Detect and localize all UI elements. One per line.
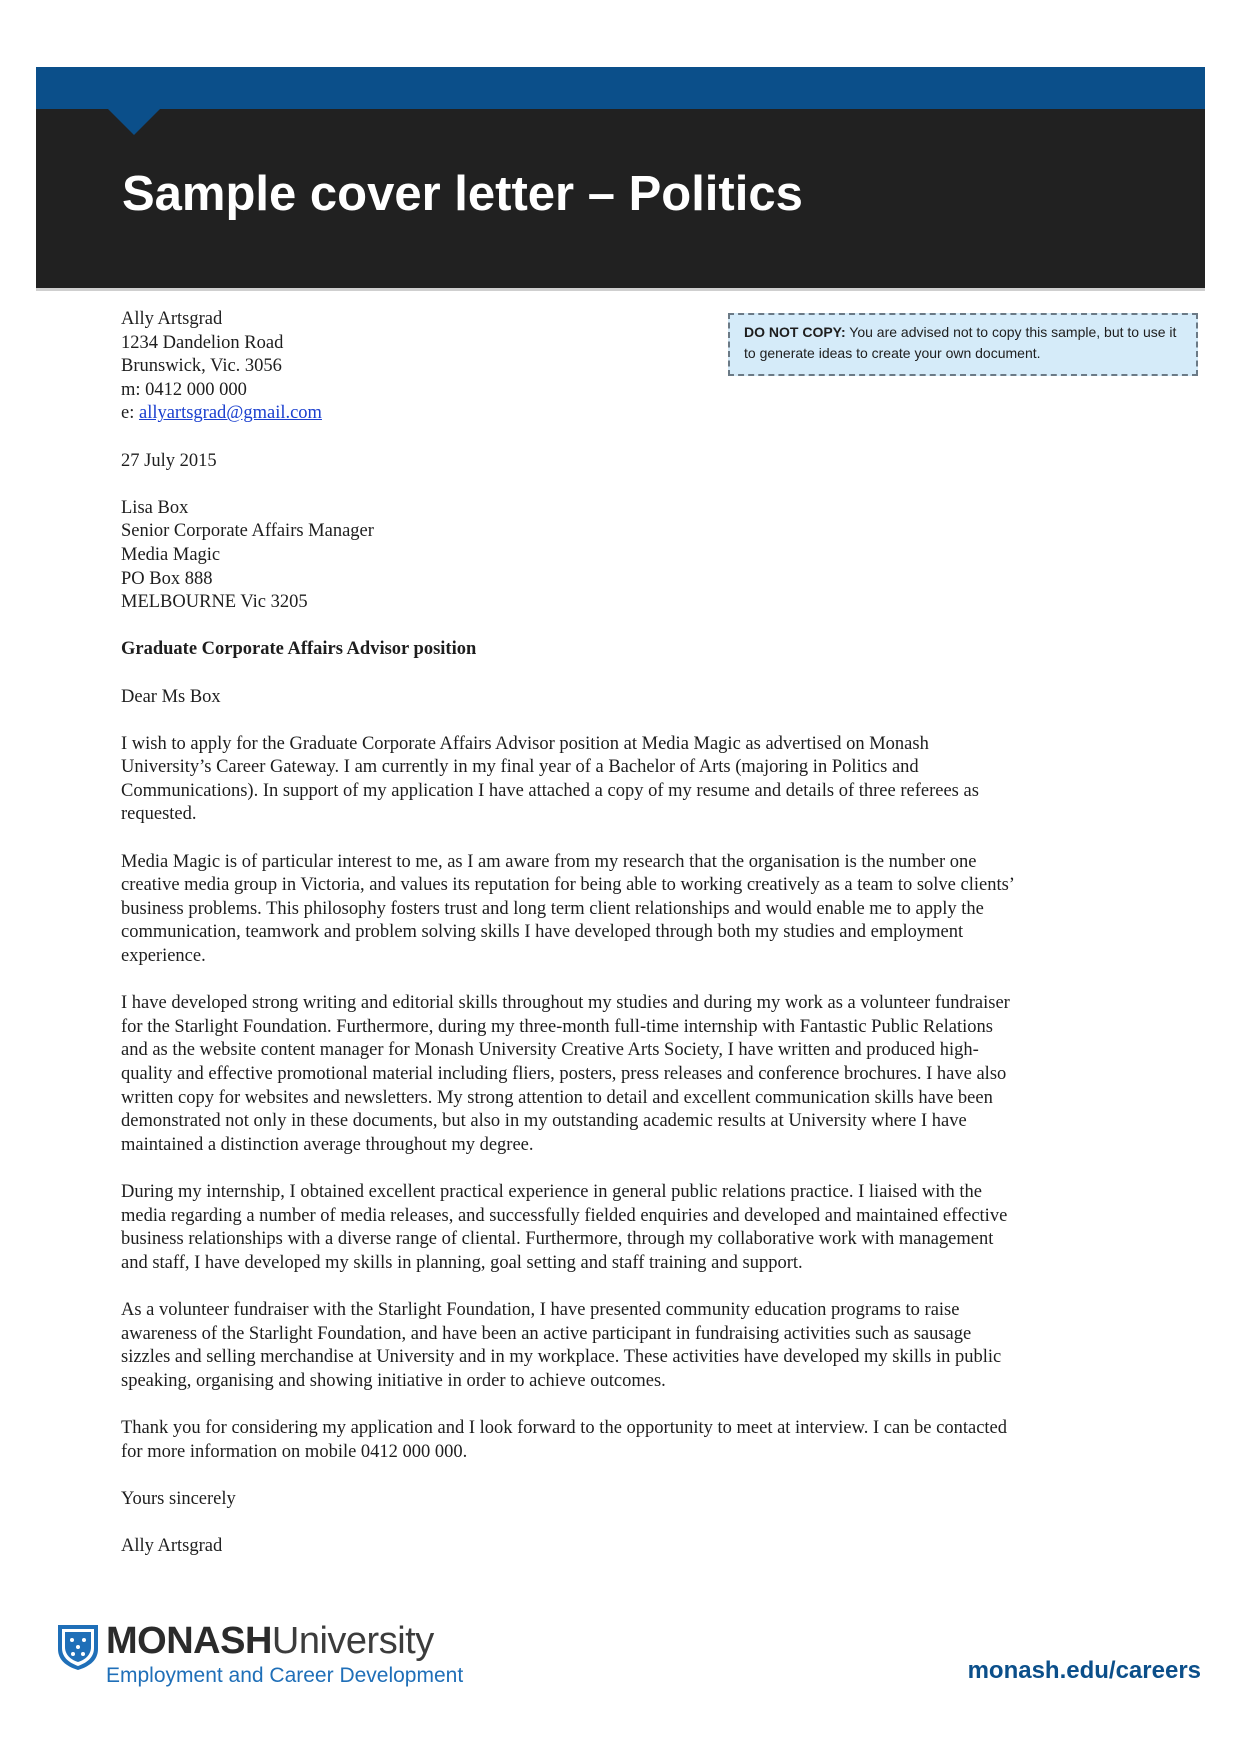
sender-email-link[interactable]: allyartsgrad@gmail.com: [138, 403, 322, 424]
letter-body: [121, 308, 1151, 1582]
letter-paragraphs: [121, 733, 1151, 1464]
footer-subtitle: Employment and Career Development: [106, 1664, 464, 1687]
header-divider: [36, 288, 1205, 291]
letter-paragraph: [121, 733, 1151, 827]
paragraph-line: University’s Career Gateway. I am currently in my final year of a Bachelor of Arts (majoring in Politics and: [121, 757, 919, 778]
paragraph-line: creative media group in Victoria, and values its reputation for being able to working creatively as a team to solve clients’: [121, 875, 1015, 896]
footer-brand: [106, 1621, 434, 1661]
letter-paragraph: [121, 851, 1151, 969]
paragraph-line: communication, teamwork and problem solving skills I have developed through both my studies and employment: [121, 922, 964, 943]
page-title: Sample cover letter – Politics: [122, 167, 803, 221]
sender-email-line: [121, 402, 1151, 426]
paragraph-line: and staff, I have developed my skills in planning, goal setting and staff training and support.: [121, 1252, 803, 1273]
recipient-name: Lisa Box: [121, 497, 189, 518]
signature: Ally Artsgrad: [121, 1535, 223, 1556]
sender-address: [121, 308, 1151, 426]
recipient-po-box: PO Box 888: [121, 568, 213, 589]
sender-name: Ally Artsgrad: [121, 309, 223, 329]
letter-date: 27 July 2015: [121, 450, 217, 471]
paragraph-line: maintained a distinction average throughout my degree.: [121, 1134, 534, 1155]
paragraph-line: As a volunteer fundraiser with the Starlight Foundation, I have presented community education programs to raise: [121, 1299, 960, 1320]
header-notch-icon: [108, 109, 160, 135]
letter-subject: Graduate Corporate Affairs Advisor position: [121, 639, 477, 660]
paragraph-line: During my internship, I obtained excellent practical experience in general public relations practice. I liaised with the: [121, 1181, 982, 1202]
letter-paragraph: [121, 1417, 1151, 1464]
recipient-company: Media Magic: [121, 544, 221, 565]
sender-suburb: Brunswick, Vic. 3056: [121, 356, 282, 377]
paragraph-line: requested.: [121, 804, 197, 825]
monash-crest-icon: [56, 1623, 100, 1671]
header-accent-bar: [36, 67, 1205, 109]
recipient-address: [121, 497, 1151, 615]
recipient-city: MELBOURNE Vic 3205: [121, 592, 308, 613]
paragraph-line: Communications). In support of my application I have attached a copy of my resume and details of three referees as: [121, 780, 979, 801]
paragraph-line: Thank you for considering my application and I look forward to the opportunity to meet at interview. I can be contacted: [121, 1417, 1008, 1438]
notice-label: DO NOT COPY:: [744, 324, 846, 340]
paragraph-line: written copy for websites and newsletters. My strong attention to detail and excellent communication skills have been: [121, 1087, 993, 1108]
paragraph-line: business problems. This philosophy fosters trust and long term client relationships and would enable me to apply the: [121, 898, 984, 919]
paragraph-line: speaking, organising and showing initiative in order to achieve outcomes.: [121, 1370, 666, 1391]
letter-paragraph: [121, 992, 1151, 1157]
footer-brand-strong: MONASH: [106, 1620, 272, 1662]
paragraph-line: awareness of the Starlight Foundation, and have been an active participant in fundraising activities such as sausage: [121, 1323, 972, 1344]
footer-brand-light: University: [271, 1620, 434, 1662]
paragraph-line: I wish to apply for the Graduate Corporate Affairs Advisor position at Media Magic as advertised on Monash: [121, 733, 929, 754]
recipient-title: Senior Corporate Affairs Manager: [121, 521, 374, 542]
footer-url-link[interactable]: monash.edu/careers: [967, 1657, 1201, 1684]
paragraph-line: media regarding a number of media releases, and successfully fielded enquiries and developed and maintained effective: [121, 1205, 1008, 1226]
paragraph-line: demonstrated not only in these documents, but also in my outstanding academic results at University where I have: [121, 1111, 967, 1132]
paragraph-line: business relationships with a diverse range of cliental. Furthermore, through my collaborative work with management: [121, 1229, 994, 1250]
notice-text: You are advised not to copy this sample, but to use it to generate ideas to create your own document.: [744, 324, 1177, 361]
paragraph-line: Media Magic is of particular interest to me, as I am aware from my research that the organisation is the number one: [121, 851, 977, 872]
paragraph-line: and as the website content manager for Monash University Creative Arts Society, I have written and produced high-: [121, 1040, 979, 1061]
paragraph-line: for more information on mobile 0412 000 000.: [121, 1441, 468, 1462]
sender-email-prefix: e:: [121, 403, 139, 424]
sender-mobile: m: 0412 000 000: [121, 379, 247, 400]
paragraph-line: sizzles and selling merchandise at University and in my workplace. These activities have developed my skills in public: [121, 1347, 1002, 1368]
salutation: Dear Ms Box: [121, 686, 221, 707]
paragraph-line: quality and effective promotional material including fliers, posters, press releases and conference brochures. I have also: [121, 1064, 1007, 1084]
paragraph-line: for the Starlight Foundation. Furthermore, during my three-month full-time internship with Fantastic Public Relations: [121, 1016, 993, 1037]
letter-paragraph: [121, 1299, 1151, 1393]
sender-street: 1234 Dandelion Road: [121, 332, 284, 353]
closing: Yours sincerely: [121, 1488, 236, 1509]
letter-paragraph: [121, 1181, 1151, 1275]
paragraph-line: experience.: [121, 946, 206, 967]
paragraph-line: I have developed strong writing and editorial skills throughout my studies and during my work as a volunteer fundraiser: [121, 993, 1010, 1014]
